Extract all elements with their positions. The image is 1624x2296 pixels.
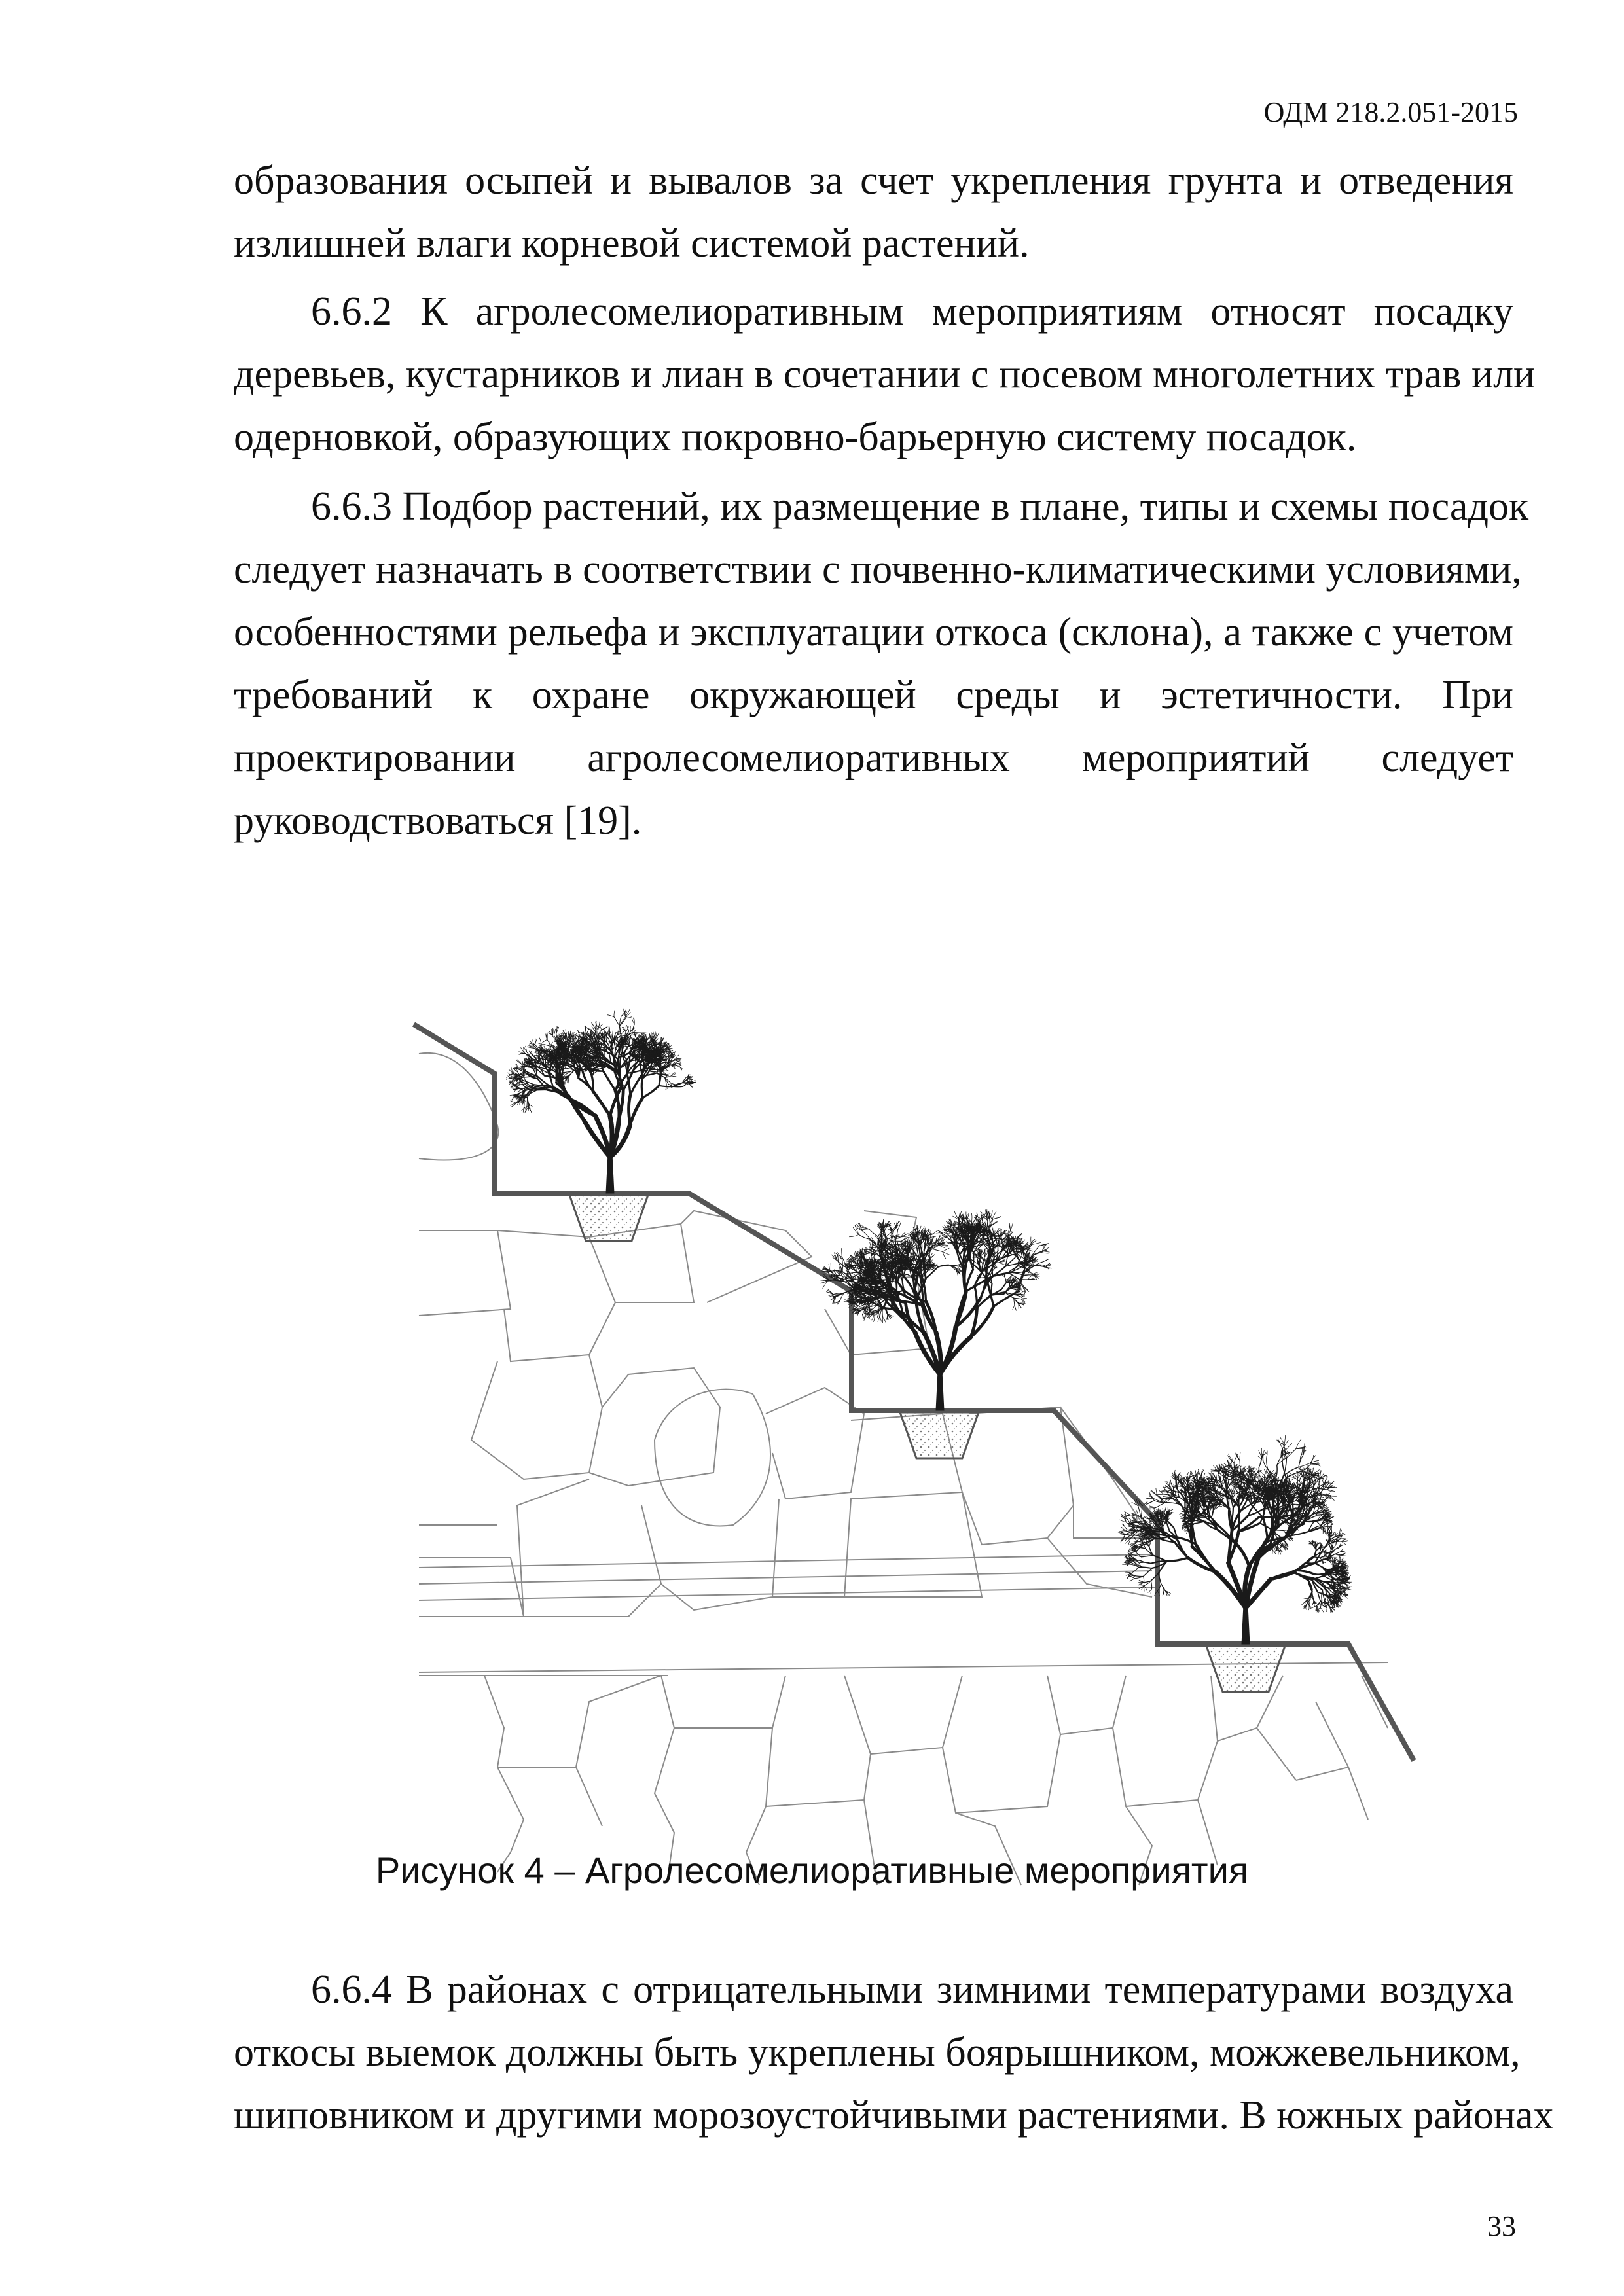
document-code-header: ОДМ 218.2.051-2015 (1263, 96, 1518, 128)
text-line: откосы выемок должны быть укреплены боярышником, можжевельником, (234, 2030, 1521, 2075)
tree-3 (1117, 1435, 1352, 1644)
text-line: 6.6.2 К агролесомелиоративным мероприятиям относят посадку (311, 289, 1513, 334)
rock-outlines (419, 1053, 1388, 1885)
planting-pits (569, 1195, 1285, 1692)
paragraph-6-6-2 (234, 280, 1536, 469)
planting-pit-3 (1206, 1646, 1285, 1692)
text-line: шиповником и другими морозоустойчивыми растениями. В южных районах (234, 2093, 1554, 2138)
text-line: излишней влаги корневой системой растений. (234, 221, 1030, 266)
paragraph-continuation (234, 149, 1513, 275)
planting-pit-1 (569, 1195, 648, 1241)
tree-1 (507, 1009, 696, 1193)
planting-pit-2 (900, 1412, 979, 1458)
paragraph-6-6-3 (234, 475, 1529, 852)
text-line: одерновкой, образующих покровно-барьерную систему посадок. (234, 415, 1357, 459)
paragraph-6-6-4 (234, 1958, 1554, 2147)
text-line: 6.6.3 Подбор растений, их размещение в плане, типы и схемы посадок (311, 484, 1529, 529)
text-line: особенностями рельефа и эксплуатации откоса (склона), а также с учетом (234, 610, 1513, 655)
text-line: образования осыпей и вывалов за счет укрепления грунта и отведения (234, 158, 1513, 203)
text-line: руководствоваться [19]. (234, 798, 642, 843)
slope-profile-line (414, 1024, 1414, 1761)
page-number: 33 (1487, 2210, 1516, 2242)
text-line: требований к охране окружающей среды и эстетичности. При (234, 673, 1513, 717)
text-line: проектировании агролесомелиоративных мероприятий следует (234, 736, 1513, 780)
tree-2 (819, 1210, 1051, 1411)
text-line: следует назначать в соответствии с почвенно-климатическими условиями, (234, 547, 1522, 592)
text-line: деревьев, кустарников и лиан в сочетании с посевом многолетних трав или (234, 352, 1536, 397)
text-line: 6.6.4 В районах с отрицательными зимними температурами воздуха (311, 1967, 1513, 2012)
road-lines (419, 1554, 1388, 1672)
figure-caption: Рисунок 4 – Агролесомелиоративные мероприятия (375, 1850, 1249, 1891)
